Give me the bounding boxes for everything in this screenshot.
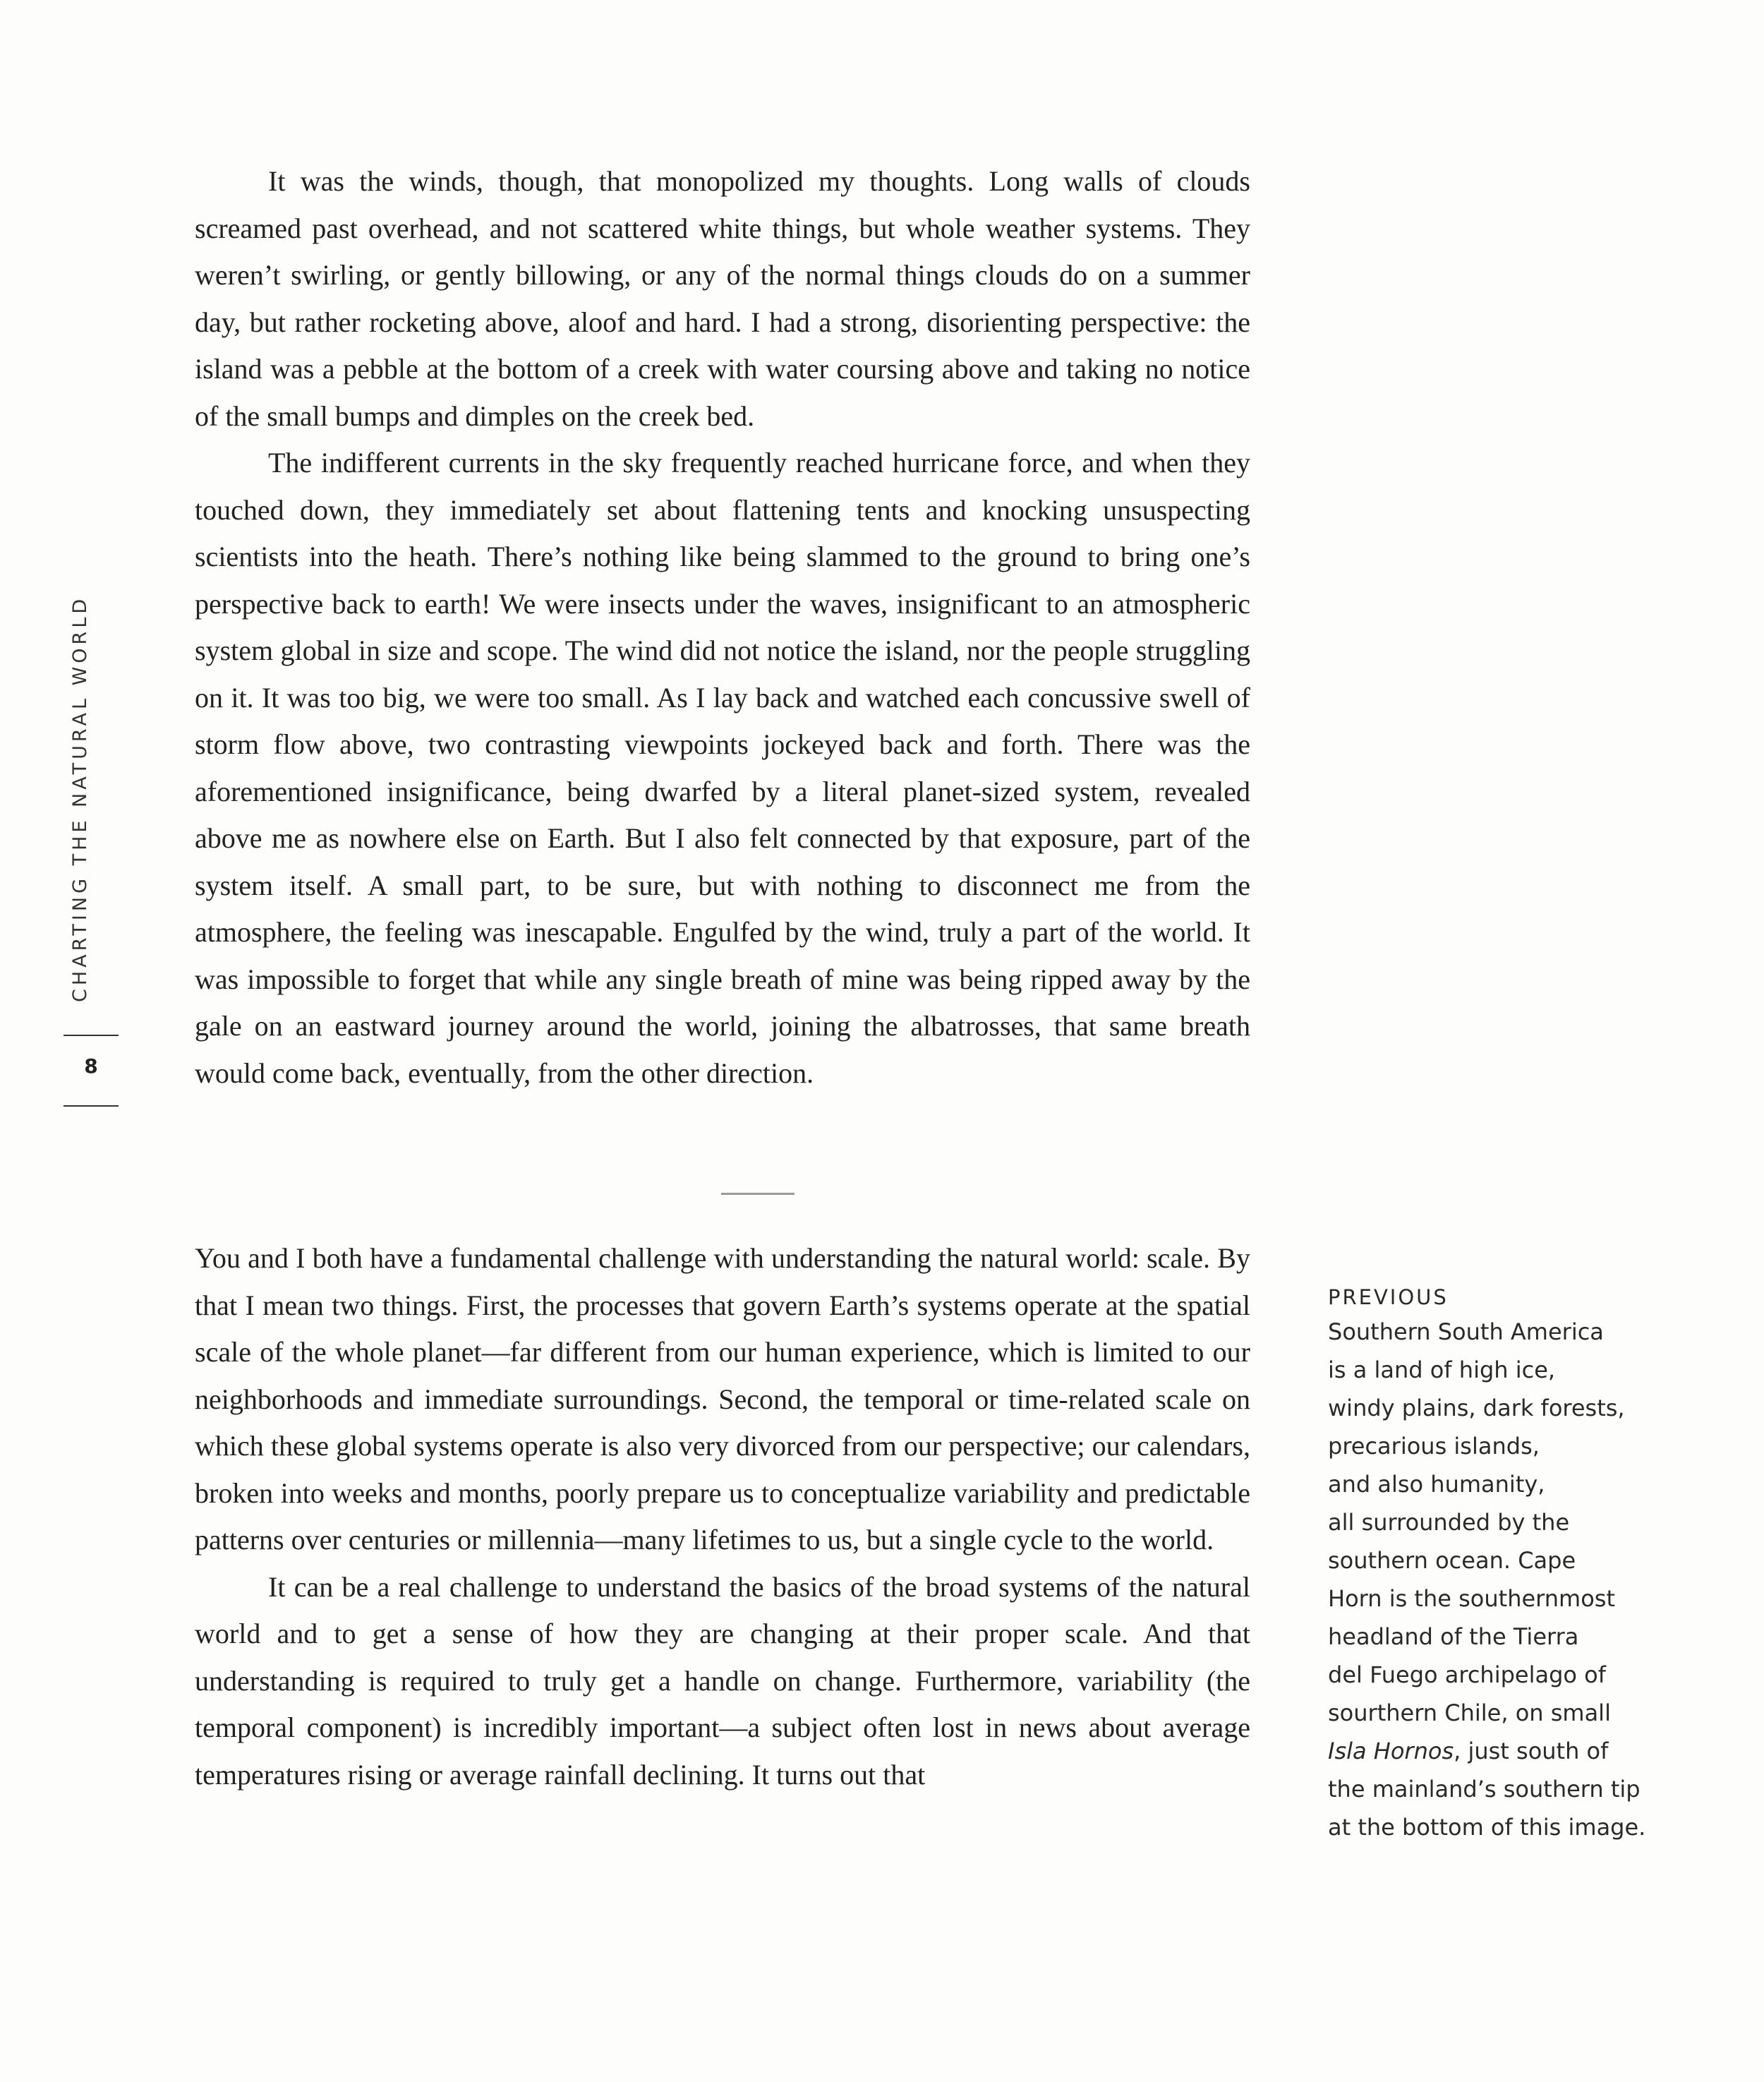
caption-island-name: Isla Hornos bbox=[1328, 1738, 1454, 1764]
caption-label: PREVIOUS bbox=[1328, 1285, 1449, 1309]
section-break-rule bbox=[721, 1193, 795, 1195]
page-number: 8 bbox=[84, 1054, 98, 1078]
image-caption bbox=[1328, 1282, 1723, 1846]
caption-line: and also humanity, bbox=[1328, 1471, 1545, 1498]
caption-line: del Fuego archipelago of bbox=[1328, 1661, 1606, 1688]
caption-island-rest: , just south of bbox=[1454, 1738, 1609, 1764]
caption-line: the mainland’s southern tip bbox=[1328, 1776, 1641, 1803]
caption-line: all surrounded by the bbox=[1328, 1509, 1570, 1536]
caption-line: precarious islands, bbox=[1328, 1433, 1540, 1460]
paragraph-currents: The indifferent currents in the sky frequently reached hurricane force, and when they touched down, they immediately set about flattening tents and knocking unsuspecting scientists into the heath. There’s nothing like being slammed to the ground to bring one’s perspective back to earth! We were insects under the waves, insignificant to an atmospheric system global in size and scope. The wind did not notice the island, nor the people struggling on it. It was too big, we were too small. As I lay back and watched each concussive swell of storm flow above, two contrasting viewpoints jockeyed back and forth. There was the aforementioned insignificance, being dwarfed by a literal planet-sized system, revealed above me as nowhere else on Earth. But I also felt connected by that exposure, part of the system itself. A small part, to be sure, but with nothing to disconnect me from the atmosphere, the feeling was inescapable. Engulfed by the wind, truly a part of the world. It was impossible to forget that while any single breath of mine was being ripped away by the gale on an eastward journey around the world, joining the albatrosses, that same breath would come back, eventually, from the other direction. bbox=[195, 447, 1250, 1089]
body-text-block-1 bbox=[195, 158, 1250, 1097]
caption-line: windy plains, dark forests, bbox=[1328, 1395, 1625, 1421]
paragraph-winds: It was the winds, though, that monopolized my thoughts. Long walls of clouds screamed past overhead, and not scattered white things, but whole weather systems. They weren’t swirling, or gently billowing, or any of the normal things clouds do on a summer day, but rather rocketing above, aloof and hard. I had a strong, disorienting perspective: the island was a pebble at the bottom of a creek with water coursing above and taking no notice of the small bumps and dimples on the creek bed. bbox=[195, 165, 1250, 432]
caption-line: at the bottom of this image. bbox=[1328, 1814, 1646, 1841]
caption-line: Horn is the southernmost bbox=[1328, 1585, 1615, 1612]
body-text-block-2 bbox=[195, 1235, 1250, 1798]
caption-line: southern ocean. Cape bbox=[1328, 1547, 1576, 1574]
caption-line: is a land of high ice, bbox=[1328, 1356, 1556, 1383]
running-head: CHARTING THE NATURAL WORLD bbox=[69, 595, 91, 1002]
caption-line: Southern South America bbox=[1328, 1318, 1604, 1345]
paragraph-challenge: It can be a real challenge to understand the basics of the broad systems of the natural world and to get a sense of how they are changing at their proper scale. And that understanding is required to truly get a handle on change. Furthermore, variability (the temporal component) is incredibly important—a subject often lost in news about average temperatures rising or average rainfall declining. It turns out that bbox=[195, 1570, 1250, 1791]
caption-line: sourthern Chile, on small bbox=[1328, 1699, 1611, 1726]
paragraph-scale: You and I both have a fundamental challenge with understanding the natural world: scale. By that I mean two things. First, the processes that govern Earth’s systems operate at the spatial scale of the whole planet—far different from our human experience, which is limited to our neighborhoods and immediate surroundings. Second, the temporal or time-related scale on which these global systems operate is also very divorced from our perspective; our calendars, broken into weeks and months, poorly prepare us to conceptualize variability and predictable patterns over centuries or millennia—many lifetimes to us, but a single cycle to the world. bbox=[195, 1242, 1250, 1556]
caption-line: headland of the Tierra bbox=[1328, 1623, 1579, 1650]
caption-line-island bbox=[1328, 1732, 1723, 1770]
folio-rule-top bbox=[64, 1035, 119, 1036]
folio-rule-bottom bbox=[64, 1105, 119, 1107]
